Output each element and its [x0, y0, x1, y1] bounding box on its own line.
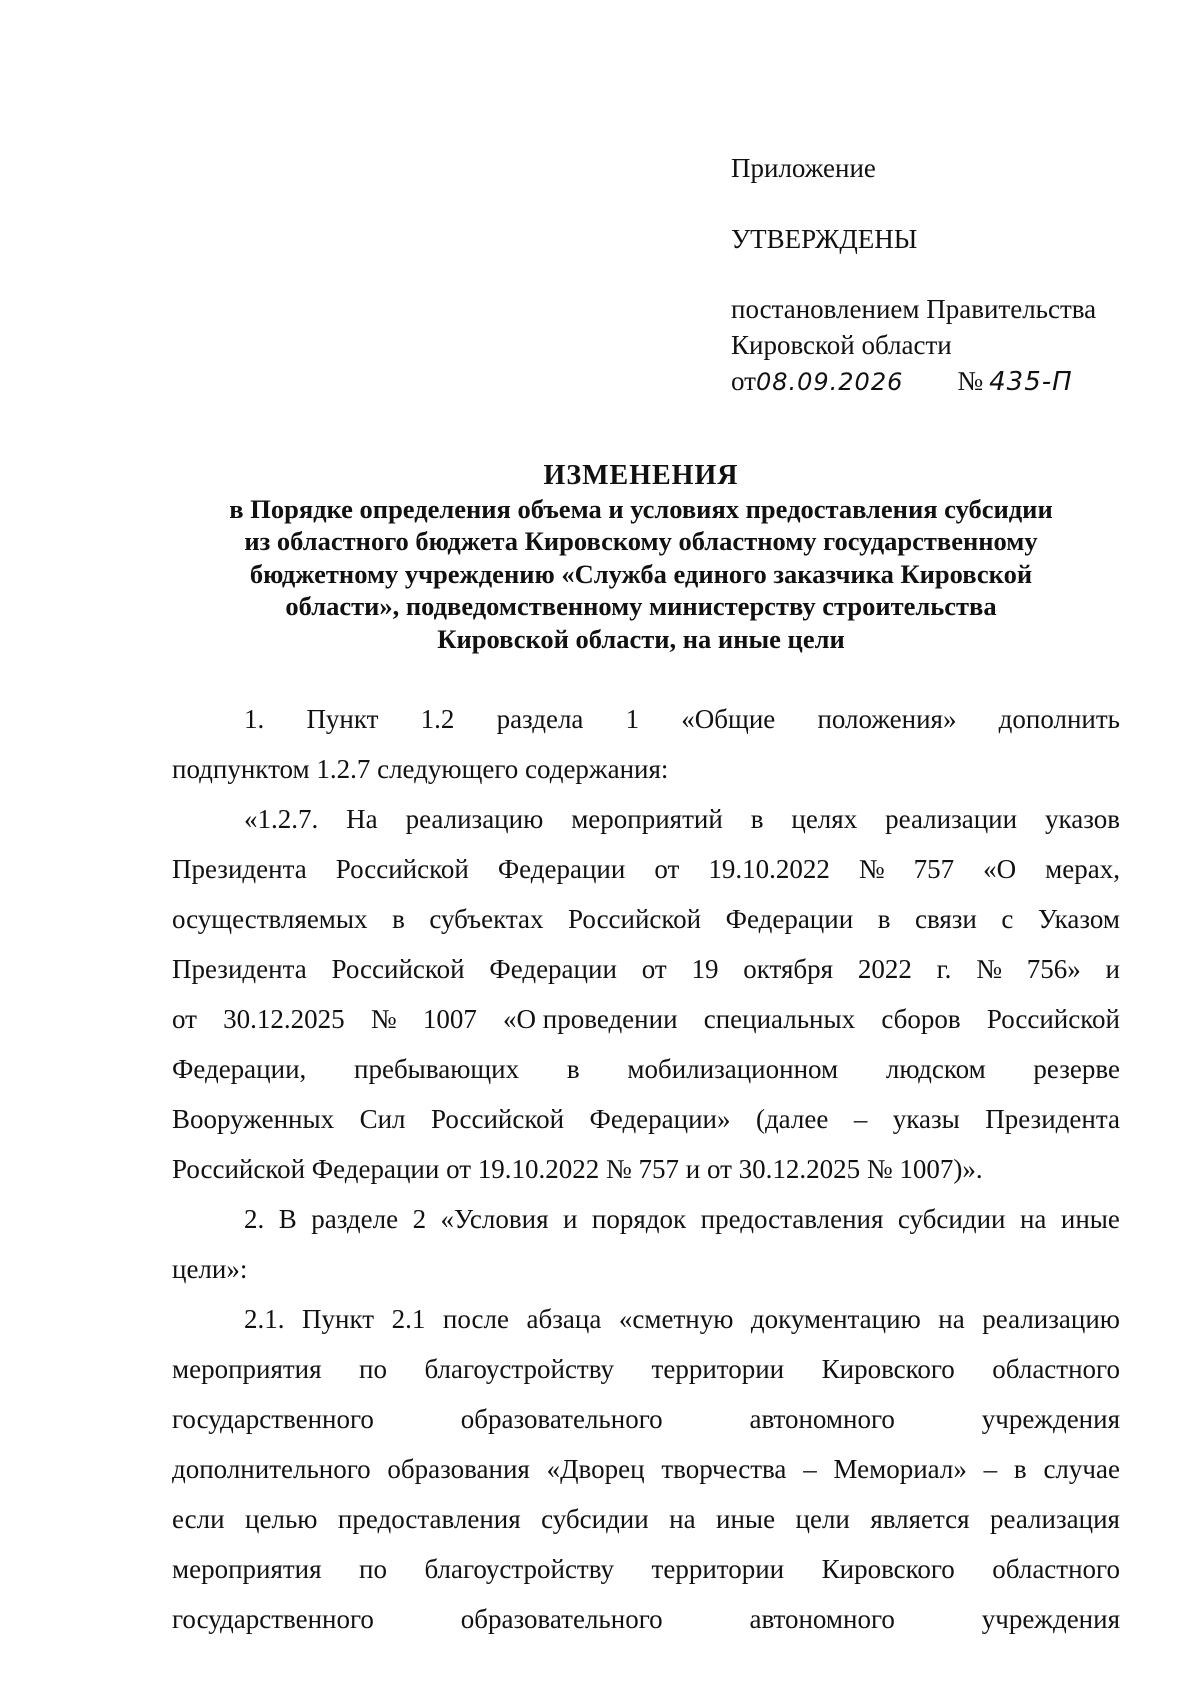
- justified-line: [172, 1044, 1120, 1094]
- word: 2.: [244, 1204, 265, 1234]
- justified-line: [172, 694, 1120, 744]
- word: специальных: [703, 1004, 856, 1034]
- title-line: в Порядке определения объема и условиях предоставления субсидии: [229, 493, 1053, 524]
- word: 757: [913, 854, 955, 884]
- word: автономного: [749, 1604, 895, 1634]
- word: Кировского: [821, 1554, 955, 1584]
- word: Федерации: [497, 854, 626, 884]
- word: Российской: [430, 1104, 565, 1134]
- word: указы: [892, 1104, 960, 1134]
- word: в: [1013, 1454, 1027, 1484]
- word: творчества: [661, 1454, 787, 1484]
- justified-line: [172, 1594, 1120, 1644]
- word: Мемориал»: [833, 1454, 967, 1484]
- justified-line: [172, 994, 1120, 1044]
- word: территории: [651, 1554, 785, 1584]
- title-main: ИЗМЕНЕНИЯ: [543, 460, 739, 491]
- resolution-date-number: [731, 363, 1131, 400]
- word: Пункт: [302, 1304, 375, 1334]
- word: «Дворец: [546, 1454, 645, 1484]
- date-prefix: от: [731, 366, 756, 396]
- justified-line: [172, 1094, 1120, 1144]
- justified-line: [172, 1294, 1120, 1344]
- word: на: [669, 1504, 696, 1534]
- word: мобилизационном: [627, 1054, 839, 1084]
- word: образовательного: [460, 1604, 663, 1634]
- appendix-label: Приложение: [731, 153, 876, 183]
- approved-label: УТВЕРЖДЕНЫ: [731, 224, 918, 254]
- word: целью: [245, 1504, 318, 1534]
- word: связи: [914, 904, 977, 934]
- paragraph-1: [172, 694, 1120, 794]
- word: указов: [1045, 804, 1120, 834]
- word: Российской: [331, 954, 465, 984]
- word: №: [858, 854, 885, 884]
- word: 1.: [244, 704, 265, 734]
- word: №: [976, 954, 1002, 984]
- word: Российской: [568, 904, 702, 934]
- word: разделе: [311, 1204, 399, 1234]
- word: в: [566, 1054, 580, 1084]
- word: Федерации: [725, 904, 854, 934]
- word: 2.1.: [244, 1304, 285, 1334]
- paragraph-1-2-7: [172, 794, 1120, 1194]
- justified-line: [172, 1394, 1120, 1444]
- word: государственного: [172, 1404, 374, 1434]
- word: 1: [625, 704, 640, 734]
- word: субсидии: [541, 1504, 649, 1534]
- word: Президента: [172, 854, 307, 884]
- word: 2.1: [391, 1304, 426, 1334]
- word: 1.2: [420, 704, 455, 734]
- word: образования: [387, 1454, 530, 1484]
- word: «сметную: [618, 1304, 734, 1334]
- word: документацию: [750, 1304, 921, 1334]
- word: Федерации: [489, 954, 617, 984]
- word: по: [359, 1554, 387, 1584]
- word: Вооруженных: [172, 1104, 335, 1134]
- word: –: [853, 1104, 868, 1134]
- word: людском: [885, 1054, 986, 1084]
- word: «О проведении: [503, 1004, 678, 1034]
- word: «Общие: [681, 704, 776, 734]
- word: дополнительного: [172, 1454, 371, 1484]
- title-line: области», подведомственному министерству строительства: [285, 591, 997, 621]
- word: мероприятий: [571, 804, 723, 834]
- word: «Условия: [440, 1204, 549, 1234]
- word: мероприятия: [172, 1554, 322, 1584]
- justified-line: [172, 794, 1120, 844]
- word: 30.12.2025: [223, 1004, 345, 1034]
- word: иные: [716, 1504, 776, 1534]
- handwritten-date: 08.09.2026: [755, 368, 904, 396]
- document-body: [172, 694, 1120, 1644]
- word: Российской: [335, 854, 469, 884]
- word: Пункт: [306, 704, 379, 734]
- word: реализации: [885, 804, 1018, 834]
- word: областного: [992, 1354, 1120, 1384]
- word: является: [870, 1504, 970, 1534]
- word: от: [172, 1004, 197, 1034]
- word: порядок: [591, 1204, 687, 1234]
- word: г.: [936, 954, 952, 984]
- word: субъектах: [429, 904, 544, 934]
- text-line: подпунктом 1.2.7 следующего содержания:: [172, 754, 669, 784]
- word: 2: [412, 1204, 427, 1234]
- word: и: [1105, 954, 1120, 984]
- word: случае: [1043, 1454, 1120, 1484]
- word: реализацию: [982, 1304, 1120, 1334]
- justified-line: [172, 1194, 1120, 1244]
- word: Федерации,: [172, 1054, 307, 1084]
- word: Российской: [986, 1004, 1120, 1034]
- word: Сил: [359, 1104, 406, 1134]
- word: абзаца: [526, 1304, 602, 1334]
- word: в: [750, 804, 764, 834]
- word: «1.2.7.: [244, 804, 319, 834]
- word: –: [803, 1454, 817, 1484]
- word: образовательного: [460, 1404, 663, 1434]
- word: автономного: [749, 1404, 895, 1434]
- word: от: [641, 954, 667, 984]
- title-subtitle: [160, 493, 1122, 656]
- word: 1007: [422, 1004, 477, 1034]
- word: областного: [992, 1554, 1120, 1584]
- word: Указом: [1037, 904, 1120, 934]
- justified-line: [172, 944, 1120, 994]
- paragraph-2: [172, 1194, 1120, 1294]
- word: мерах,: [1045, 854, 1120, 884]
- approved-by-line-2: Кировской области: [731, 330, 952, 360]
- word: (далее: [755, 1104, 829, 1134]
- text-line: Российской Федерации от 19.10.2022 № 757 и от 30.12.2025 № 1007)».: [172, 1154, 983, 1184]
- justified-line: [172, 844, 1120, 894]
- word: и: [562, 1204, 578, 1234]
- word: –: [983, 1454, 998, 1484]
- word: дополнить: [998, 704, 1120, 734]
- approved-by-line-1: постановлением Правительства: [731, 294, 1097, 324]
- word: целях: [791, 804, 858, 834]
- word: мероприятия: [172, 1354, 322, 1384]
- word: в: [877, 904, 891, 934]
- word: осуществляемых: [172, 904, 368, 934]
- word: Федерации»: [589, 1104, 731, 1134]
- justified-line: [172, 1444, 1120, 1494]
- word: реализацию: [405, 804, 544, 834]
- word: 2022: [857, 954, 912, 984]
- word: по: [359, 1354, 387, 1384]
- word: октября: [743, 954, 834, 984]
- word: государственного: [172, 1604, 374, 1634]
- word: Президента: [985, 1104, 1120, 1134]
- word: сборов: [881, 1004, 961, 1034]
- word: На: [346, 804, 378, 834]
- justified-line: [172, 1344, 1120, 1394]
- word: после: [442, 1304, 509, 1334]
- word: цели: [795, 1504, 850, 1534]
- word: «О: [983, 854, 1017, 884]
- paragraph-2-1: [172, 1294, 1120, 1644]
- word: пребывающих: [354, 1054, 520, 1084]
- word: предоставления: [700, 1204, 884, 1234]
- word: №: [370, 1004, 397, 1034]
- approval-block: [731, 150, 1131, 400]
- word: иные: [1060, 1204, 1120, 1234]
- word: Кировского: [821, 1354, 955, 1384]
- word: учреждения: [981, 1604, 1120, 1634]
- word: реализация: [990, 1504, 1120, 1534]
- word: от: [654, 854, 680, 884]
- word: Президента: [172, 954, 307, 984]
- handwritten-number: 435-П: [989, 367, 1073, 397]
- word: В: [278, 1204, 297, 1234]
- word: учреждения: [981, 1404, 1120, 1434]
- word: раздела: [496, 704, 584, 734]
- title-line: Кировской области, на иные цели: [437, 623, 845, 654]
- justified-line: [172, 1544, 1120, 1594]
- word: положения»: [817, 704, 957, 734]
- word: предоставления: [337, 1504, 521, 1534]
- word: если: [172, 1504, 225, 1534]
- word: субсидии: [897, 1204, 1006, 1234]
- word: 19: [691, 954, 719, 984]
- word: на: [938, 1304, 965, 1334]
- word: 756»: [1026, 954, 1081, 984]
- word: в: [392, 904, 405, 934]
- text-line: цели»:: [172, 1254, 248, 1284]
- word: с: [1001, 904, 1014, 934]
- word: благоустройству: [424, 1554, 615, 1584]
- word: 19.10.2022: [708, 854, 830, 884]
- word: территории: [651, 1354, 785, 1384]
- number-prefix: №: [957, 366, 984, 396]
- word: на: [1019, 1204, 1047, 1234]
- title-line: бюджетному учреждению «Служба единого заказчика Кировской: [249, 558, 1033, 589]
- justified-line: [172, 1494, 1120, 1544]
- title-line: из областного бюджета Кировскому областному государственному: [244, 526, 1038, 556]
- word: резерве: [1033, 1054, 1120, 1084]
- document-title: [160, 460, 1122, 655]
- justified-line: [172, 894, 1120, 944]
- word: благоустройству: [424, 1354, 615, 1384]
